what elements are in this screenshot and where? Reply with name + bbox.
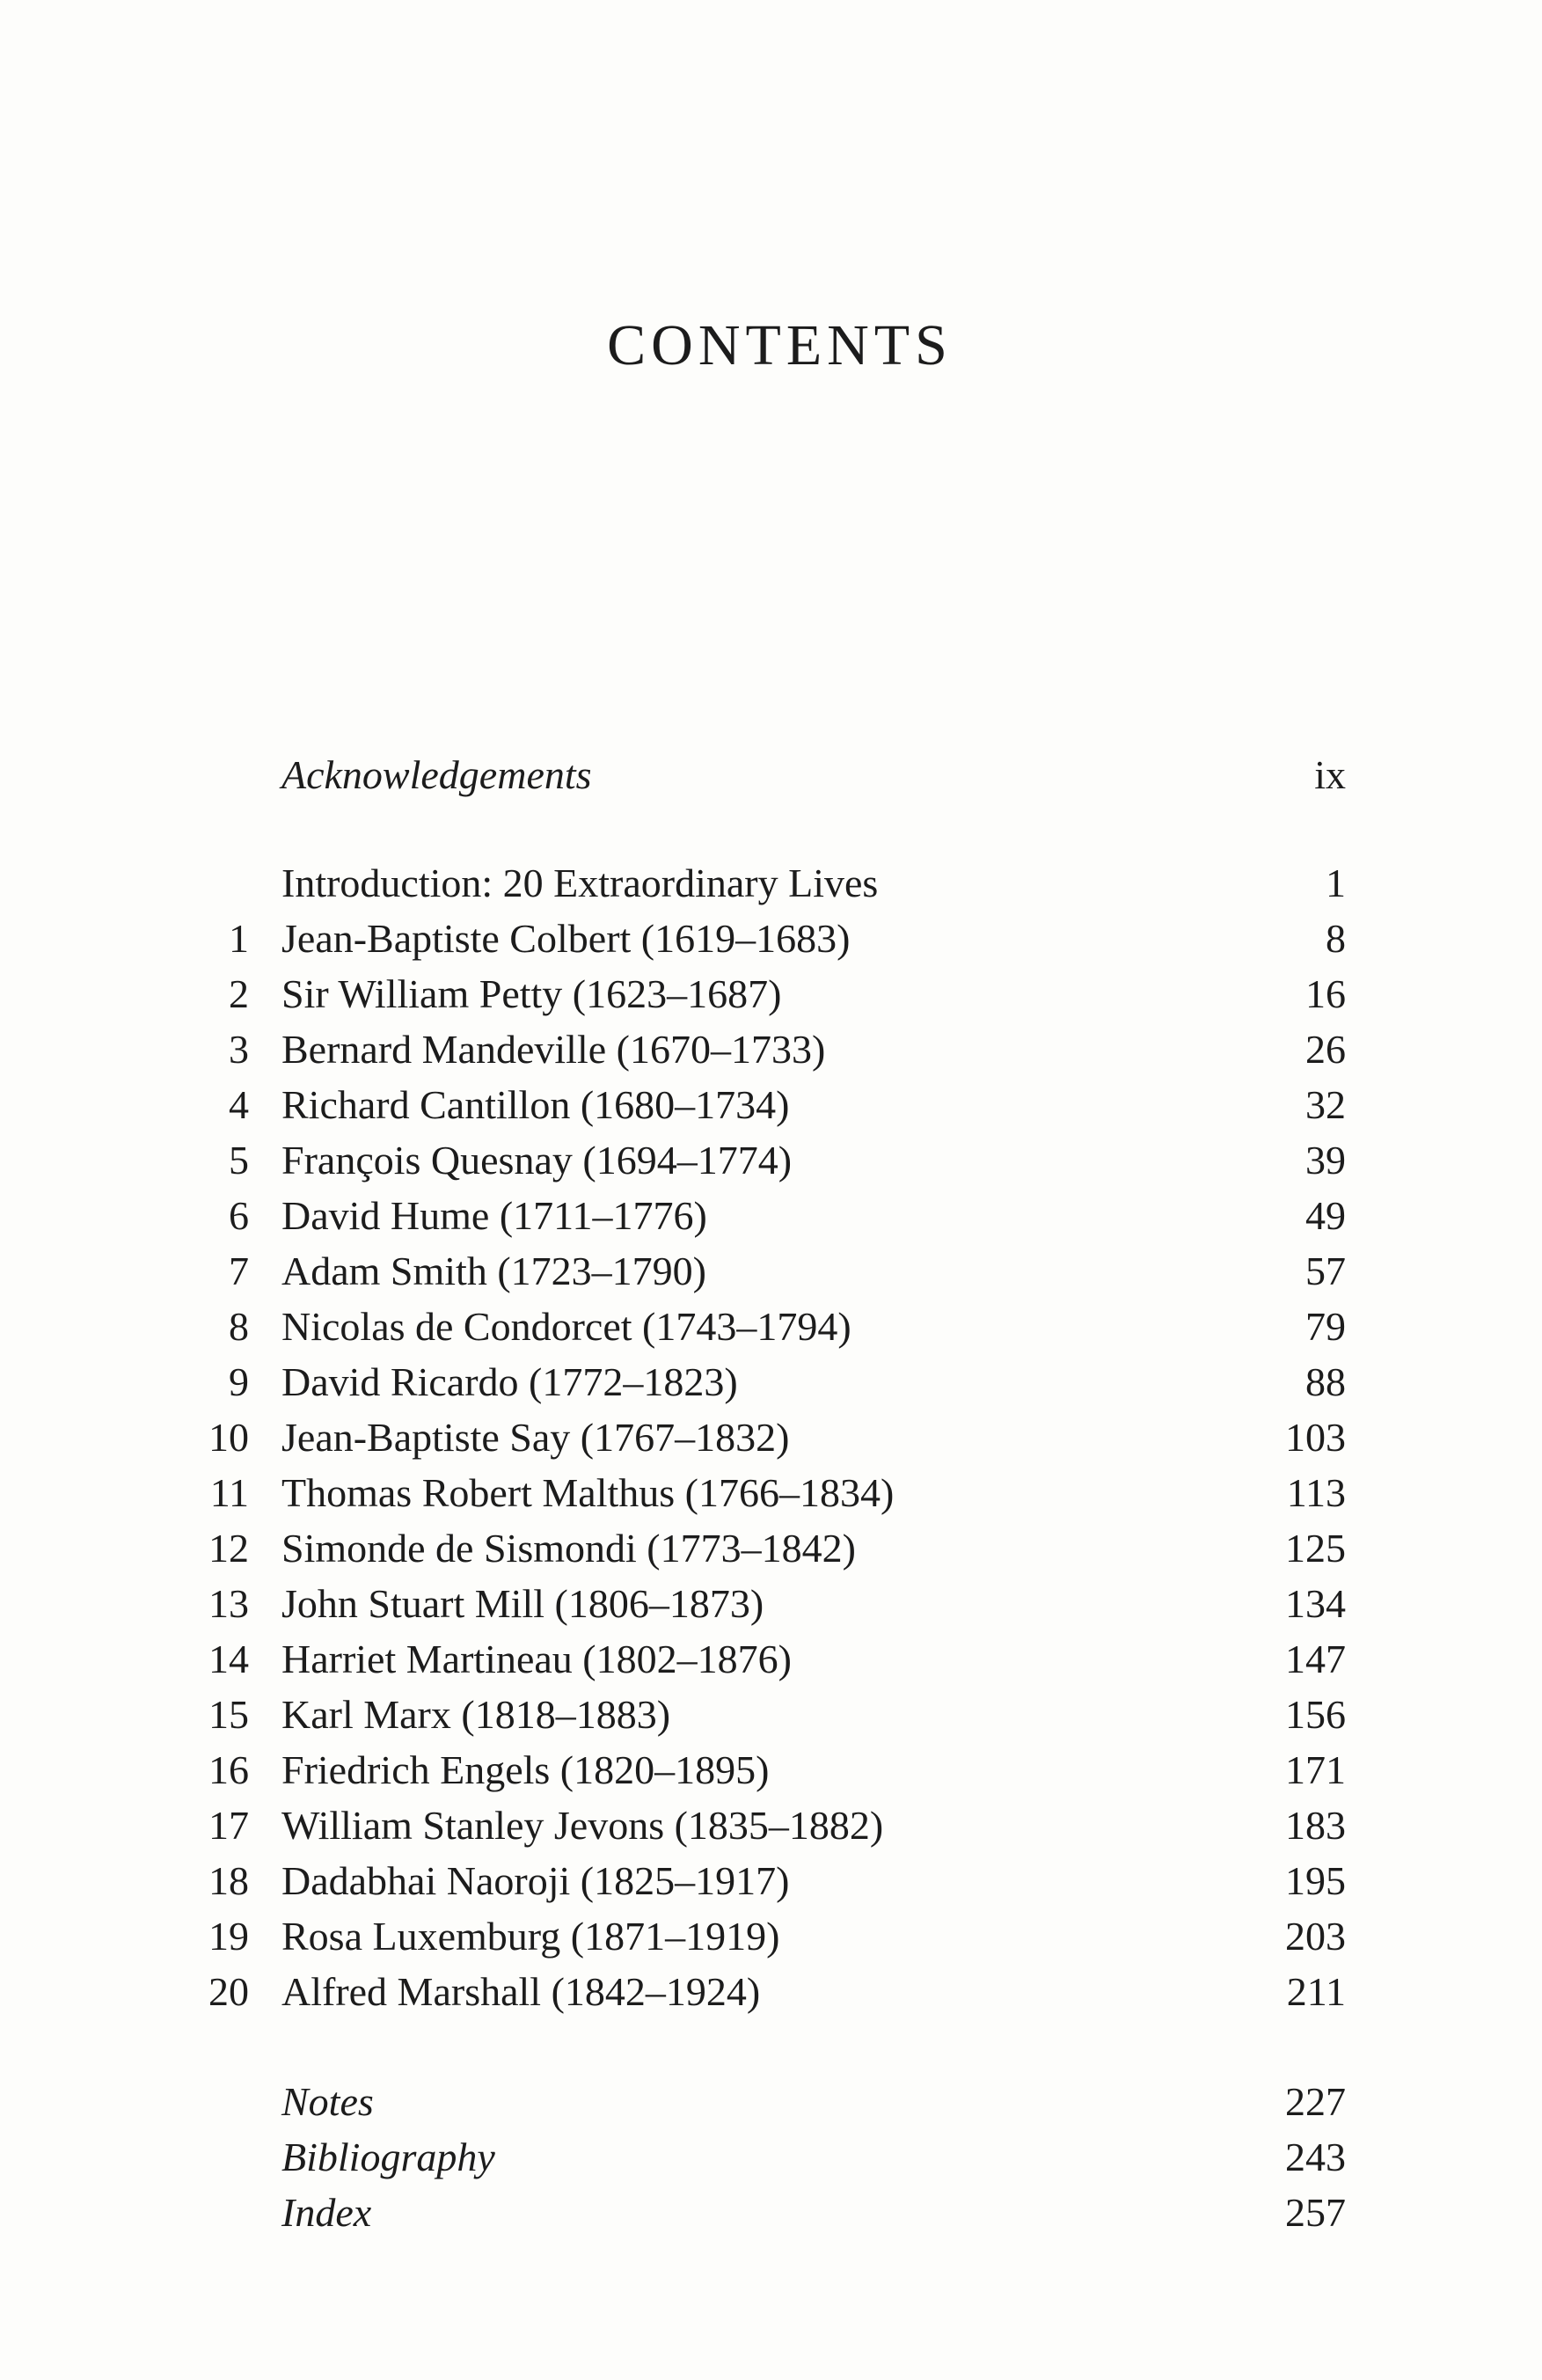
toc-entry-label: Jean-Baptiste Colbert (1619–1683) (281, 916, 851, 961)
toc-entry-bibliography[interactable] (0, 2130, 1542, 2185)
toc-chapter-14[interactable] (0, 1632, 1542, 1687)
toc-entry-label: Acknowledgements (281, 752, 592, 797)
toc-chapter-3[interactable] (0, 1022, 1542, 1077)
toc-chapter-13[interactable] (0, 1577, 1542, 1631)
toc-chapter-9[interactable] (0, 1355, 1542, 1410)
toc-entry-page: 32 (1305, 1082, 1346, 1127)
toc-entry-notes[interactable] (0, 2075, 1542, 2129)
chapter-number: 17 (208, 1803, 249, 1848)
toc-entry-page: 1 (1326, 860, 1346, 905)
toc-entry-label: Bernard Mandeville (1670–1733) (281, 1027, 826, 1072)
toc-chapter-4[interactable] (0, 1078, 1542, 1132)
toc-entry-page: 125 (1285, 1526, 1346, 1571)
toc-entry-index[interactable] (0, 2186, 1542, 2240)
toc-chapter-10[interactable] (0, 1410, 1542, 1465)
toc-entry-label: Adam Smith (1723–1790) (281, 1249, 706, 1293)
toc-entry-label: Introduction: 20 Extraordinary Lives (281, 860, 879, 905)
toc-entry-label: David Hume (1711–1776) (281, 1193, 707, 1238)
toc-entry-page: 26 (1305, 1027, 1346, 1072)
chapter-number: 8 (229, 1304, 249, 1349)
toc-entry-page: 243 (1285, 2135, 1346, 2179)
chapter-number: 6 (229, 1193, 249, 1238)
toc-entry-page: 103 (1285, 1415, 1346, 1460)
toc-entry-page: 156 (1285, 1692, 1346, 1737)
chapter-number: 7 (229, 1249, 249, 1293)
toc-entry-label: Richard Cantillon (1680–1734) (281, 1082, 790, 1127)
toc-entry-page: 171 (1285, 1747, 1346, 1792)
toc-entry-label: Friedrich Engels (1820–1895) (281, 1747, 770, 1792)
toc-entry-label: Thomas Robert Malthus (1766–1834) (281, 1470, 895, 1515)
toc-entry-label: Karl Marx (1818–1883) (281, 1692, 671, 1737)
chapter-number: 3 (229, 1027, 249, 1072)
chapter-number: 1 (229, 916, 249, 961)
toc-entry-page: 183 (1285, 1803, 1346, 1848)
toc-entry-label: David Ricardo (1772–1823) (281, 1359, 738, 1404)
toc-chapter-1[interactable] (0, 912, 1542, 966)
toc-chapter-8[interactable] (0, 1300, 1542, 1354)
toc-chapter-5[interactable] (0, 1133, 1542, 1188)
chapter-number: 16 (208, 1747, 249, 1792)
toc-entry-page: 8 (1326, 916, 1346, 961)
toc-entry-page: 113 (1286, 1470, 1346, 1515)
toc-entry-acknowledgements[interactable] (0, 748, 1542, 802)
toc-chapter-17[interactable] (0, 1798, 1542, 1853)
toc-entry-page: 79 (1305, 1304, 1346, 1349)
toc-entry-label: Index (281, 2190, 372, 2235)
chapter-number: 5 (229, 1138, 249, 1183)
toc-entry-label: Harriet Martineau (1802–1876) (281, 1637, 792, 1681)
toc-chapter-11[interactable] (0, 1466, 1542, 1520)
chapter-number: 11 (209, 1470, 249, 1515)
chapter-number: 15 (208, 1692, 249, 1737)
toc-entry-page: 134 (1285, 1581, 1346, 1626)
toc-entry-label: Rosa Luxemburg (1871–1919) (281, 1914, 780, 1959)
chapter-number: 9 (229, 1359, 249, 1404)
toc-chapter-7[interactable] (0, 1244, 1542, 1299)
toc-entry-page: 195 (1285, 1858, 1346, 1903)
page-title: CONTENTS (607, 313, 953, 377)
chapter-number: 4 (229, 1082, 249, 1127)
toc-entry-label: François Quesnay (1694–1774) (281, 1138, 793, 1183)
chapter-number: 12 (208, 1526, 249, 1571)
toc-chapter-20[interactable] (0, 1965, 1542, 2019)
chapter-number: 10 (208, 1415, 249, 1460)
toc-entry-page: 16 (1305, 971, 1346, 1016)
toc-chapter-6[interactable] (0, 1189, 1542, 1243)
toc-chapter-2[interactable] (0, 967, 1542, 1022)
chapter-number: 20 (208, 1969, 249, 2014)
toc-entry-label: Sir William Petty (1623–1687) (281, 971, 782, 1016)
toc-entry-label: Simonde de Sismondi (1773–1842) (281, 1526, 856, 1571)
toc-entry-label: Alfred Marshall (1842–1924) (281, 1969, 761, 2014)
toc-entry-label: William Stanley Jevons (1835–1882) (281, 1803, 884, 1848)
toc-chapter-15[interactable] (0, 1688, 1542, 1742)
toc-entry-page: 257 (1285, 2190, 1346, 2235)
toc-entry-page: 211 (1286, 1969, 1346, 2014)
chapter-number: 2 (229, 971, 249, 1016)
toc-chapter-18[interactable] (0, 1854, 1542, 1908)
toc-entry-page: ix (1314, 752, 1346, 797)
toc-entry-label: John Stuart Mill (1806–1873) (281, 1581, 764, 1626)
toc-entry-page: 203 (1285, 1914, 1346, 1959)
toc-entry-label: Dadabhai Naoroji (1825–1917) (281, 1858, 790, 1903)
toc-entry-introduction[interactable] (0, 856, 1542, 911)
toc-entry-label: Jean-Baptiste Say (1767–1832) (281, 1415, 790, 1460)
chapter-number: 19 (208, 1914, 249, 1959)
toc-entry-page: 49 (1305, 1193, 1346, 1238)
toc-chapter-12[interactable] (0, 1521, 1542, 1576)
toc-chapter-16[interactable] (0, 1743, 1542, 1798)
toc-chapter-19[interactable] (0, 1909, 1542, 1964)
toc-entry-label: Notes (281, 2079, 374, 2124)
toc-entry-page: 57 (1305, 1249, 1346, 1293)
chapter-number: 14 (208, 1637, 249, 1681)
toc-entry-label: Bibliography (281, 2135, 495, 2179)
chapter-number: 18 (208, 1858, 249, 1903)
chapter-number: 13 (208, 1581, 249, 1626)
toc-entry-label: Nicolas de Condorcet (1743–1794) (281, 1304, 851, 1349)
toc-entry-page: 39 (1305, 1138, 1346, 1183)
toc-entry-page: 147 (1285, 1637, 1346, 1681)
toc-entry-page: 88 (1305, 1359, 1346, 1404)
toc-entry-page: 227 (1285, 2079, 1346, 2124)
